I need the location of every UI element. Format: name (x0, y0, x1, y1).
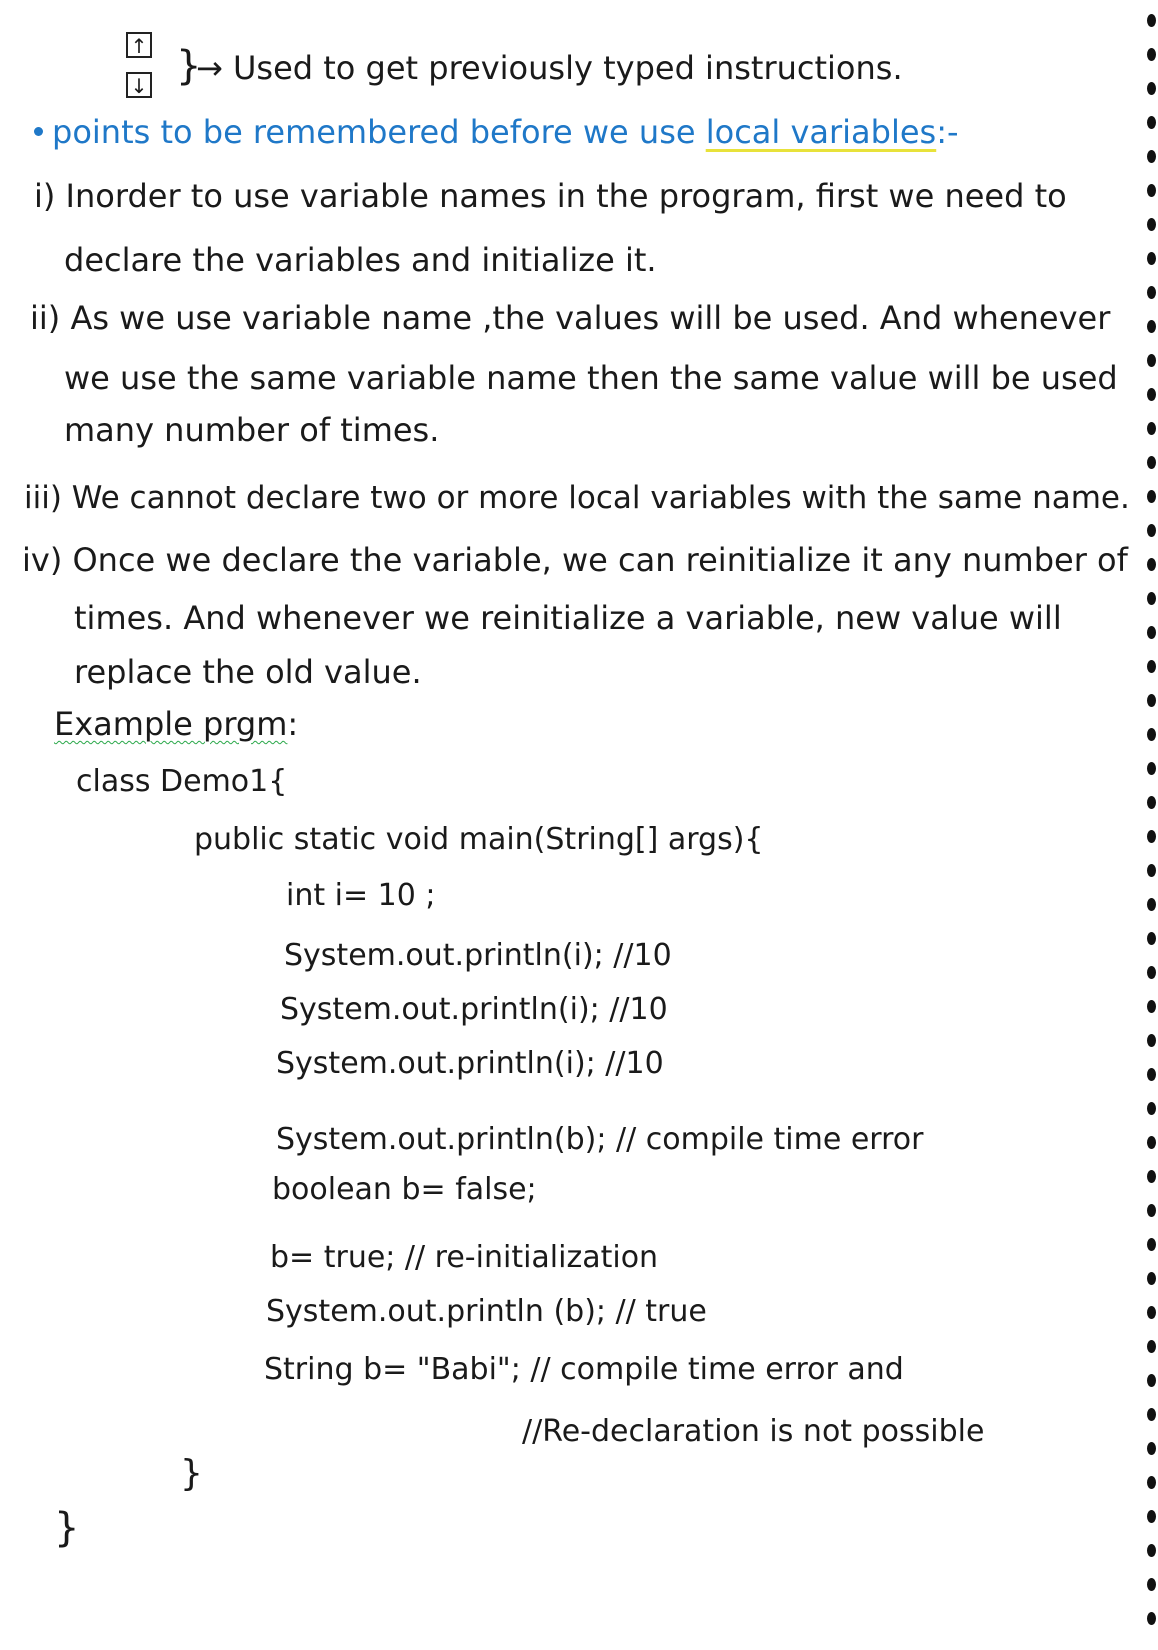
up-arrow-key-icon: ↑ (126, 32, 152, 58)
code-close-class: } (54, 1505, 80, 1551)
binding-hole-icon (1147, 218, 1156, 231)
binding-hole-icon (1147, 762, 1156, 775)
binding-hole-icon (1147, 14, 1156, 27)
section-heading (52, 112, 959, 152)
point-1-line-1: i) Inorder to use variable names in the program, first we need to (34, 177, 1067, 215)
code-line-print-b-true: System.out.println (b); // true (266, 1294, 707, 1329)
code-line-string: String b= "Babi"; // compile time error and (264, 1352, 904, 1387)
binding-hole-icon (1147, 150, 1156, 163)
binding-hole-icon (1147, 184, 1156, 197)
binding-hole-icon (1147, 1136, 1156, 1149)
binding-hole-icon (1147, 660, 1156, 673)
binding-hole-icon (1147, 1408, 1156, 1421)
binding-hole-icon (1147, 728, 1156, 741)
binding-hole-icon (1147, 1170, 1156, 1183)
binding-hole-icon (1147, 864, 1156, 877)
code-line-reinit: b= true; // re-initialization (270, 1240, 659, 1275)
point-2-line-1: ii) As we use variable name ,the values will be used. And whenever (30, 299, 1111, 337)
key-brace: } (176, 43, 202, 89)
code-line-class: class Demo1{ (76, 764, 288, 799)
binding-hole-icon (1147, 626, 1156, 639)
point-2-line-2: we use the same variable name then the same value will be used (64, 359, 1118, 397)
binding-hole-icon (1147, 932, 1156, 945)
binding-hole-icon (1147, 966, 1156, 979)
binding-hole-icon (1147, 252, 1156, 265)
binding-hole-icon (1147, 1374, 1156, 1387)
code-line-main: public static void main(String[] args){ (194, 822, 764, 857)
binding-hole-icon (1147, 558, 1156, 571)
heading-highlight: local variables (705, 113, 937, 151)
binding-hole-icon (1147, 830, 1156, 843)
code-line-print-1: System.out.println(i); //10 (284, 938, 672, 973)
down-arrow-key-icon: ↓ (126, 72, 152, 98)
code-line-int: int i= 10 ; (286, 878, 436, 913)
example-label-colon: : (287, 705, 299, 743)
binding-holes (1142, 0, 1158, 1650)
binding-hole-icon (1147, 1306, 1156, 1319)
example-label (54, 704, 298, 744)
binding-hole-icon (1147, 1578, 1156, 1591)
code-line-boolean: boolean b= false; (272, 1172, 537, 1207)
binding-hole-icon (1147, 592, 1156, 605)
binding-hole-icon (1147, 1476, 1156, 1489)
binding-hole-icon (1147, 116, 1156, 129)
point-4-line-2: times. And whenever we reinitialize a variable, new value will (74, 599, 1062, 637)
binding-hole-icon (1147, 1612, 1156, 1625)
binding-hole-icon (1147, 48, 1156, 61)
point-2-line-3: many number of times. (64, 411, 440, 449)
binding-hole-icon (1147, 286, 1156, 299)
example-label-text: Example prgm (54, 705, 288, 743)
binding-hole-icon (1147, 1102, 1156, 1115)
binding-hole-icon (1147, 1034, 1156, 1047)
binding-hole-icon (1147, 1204, 1156, 1217)
binding-hole-icon (1147, 1238, 1156, 1251)
binding-hole-icon (1147, 320, 1156, 333)
keys-description: → Used to get previously typed instructions. (196, 49, 903, 87)
point-4-line-3: replace the old value. (74, 653, 422, 691)
point-3-line-1: iii) We cannot declare two or more local variables with the same name. (24, 480, 1130, 516)
code-close-method: } (180, 1453, 203, 1494)
binding-hole-icon (1147, 354, 1156, 367)
binding-hole-icon (1147, 524, 1156, 537)
heading-suffix: :- (936, 113, 959, 151)
binding-hole-icon (1147, 1068, 1156, 1081)
binding-hole-icon (1147, 456, 1156, 469)
binding-hole-icon (1147, 898, 1156, 911)
binding-hole-icon (1147, 1340, 1156, 1353)
code-line-print-3: System.out.println(i); //10 (276, 1046, 664, 1081)
binding-hole-icon (1147, 1442, 1156, 1455)
binding-hole-icon (1147, 422, 1156, 435)
code-line-comment: //Re-declaration is not possible (522, 1414, 985, 1449)
binding-hole-icon (1147, 388, 1156, 401)
binding-hole-icon (1147, 490, 1156, 503)
binding-hole-icon (1147, 1510, 1156, 1523)
binding-hole-icon (1147, 1272, 1156, 1285)
binding-hole-icon (1147, 694, 1156, 707)
heading-bullet-icon (34, 127, 43, 136)
code-line-print-2: System.out.println(i); //10 (280, 992, 668, 1027)
point-4-line-1: iv) Once we declare the variable, we can reinitialize it any number of (22, 541, 1128, 579)
binding-hole-icon (1147, 1544, 1156, 1557)
binding-hole-icon (1147, 796, 1156, 809)
heading-text: points to be remembered before we use (52, 113, 706, 151)
code-line-print-b-error: System.out.println(b); // compile time error (276, 1122, 924, 1157)
binding-hole-icon (1147, 82, 1156, 95)
point-1-line-2: declare the variables and initialize it. (64, 241, 657, 279)
binding-hole-icon (1147, 1000, 1156, 1013)
